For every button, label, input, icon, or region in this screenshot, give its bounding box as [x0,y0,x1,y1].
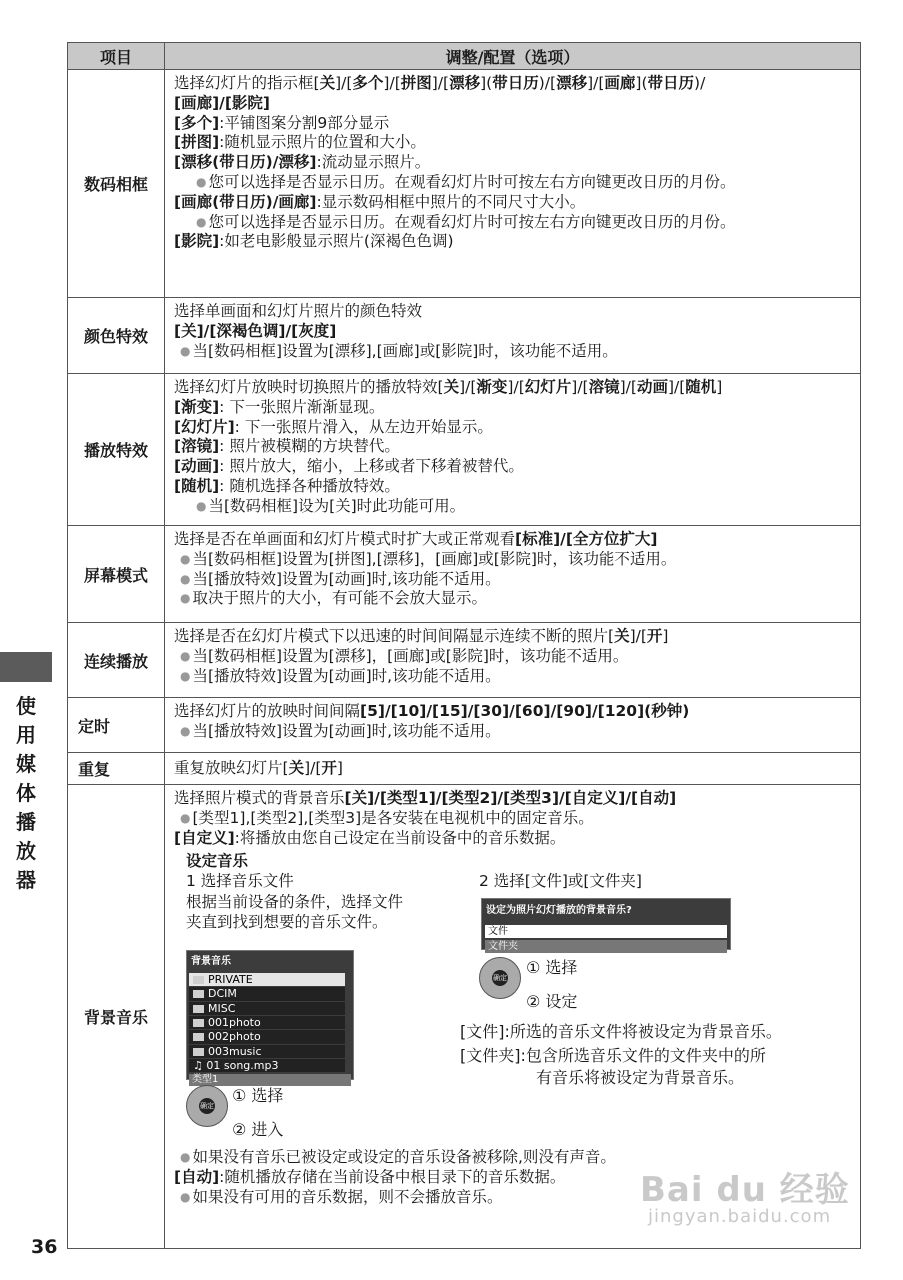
watermark-url: jingyan.baidu.com [648,1206,832,1227]
header-item: 项目 [68,43,165,70]
step1-title: 1 选择音乐文件 [186,872,294,891]
dialog-title: 设定为照片幻灯播放的背景音乐? [486,905,632,917]
row-name: 播放特效 [68,374,165,526]
row-desc: 选择是否在幻灯片模式下以迅速的时间间隔显示连续不断的照片[关]/[开] ● 当[数码相框]设置为[漂移]，[画廊]或[影院]时，该功能不适用。 ● 当[播放特效]设置为[动画]时,该功能不适用。 [165,623,861,698]
folder-note-cont: 有音乐将被设定为背景音乐。 [536,1068,745,1088]
side-label-char: 使 [16,694,36,718]
side-label-char: 播 [16,810,36,834]
browser-item-label: ♫ 01 song.mp3 [193,1058,279,1072]
step2-title: 2 选择[文件]或[文件夹] [479,872,642,891]
row-desc: 选择是否在单画面和幻灯片模式时扩大或正常观看[标准]/[全方位扩大] ● 当[数码相框]设置为[拼图],[漂移]，[画廊]或[影院]时，该功能不适用。 ● 当[播放特效]设置为[动画]时,该功能不适用。 ● 取决于照片的大小，有可能不会放大显示。 [165,526,861,623]
side-label-char: 媒 [16,752,36,776]
row-desc: 选择幻灯片的放映时间间隔[5]/[10]/[15]/[30]/[60]/[90]/[120](秒钟) ● 当[播放特效]设置为[动画]时,该功能不适用。 [165,698,861,753]
setup-title: 设定音乐 [186,852,249,871]
row-desc: 选择幻灯片放映时切换照片的播放特效[关]/[渐变]/[幻灯片]/[溶镜]/[动画]/[随机] [渐变]: 下一张照片渐渐显现。 [幻灯片]: 下一张照片滑入，从左边开始显示。 [溶镜]: 照片被模糊的方块替代。 [动画]: 照片放大，缩小，上移或者下移着被替代。 [随机]: 随机选择各种播放特效。 ● 当[数码相框]设为[关]时此功能可用。 [165,374,861,526]
row-repeat [68,753,861,785]
row-name: 颜色特效 [68,298,165,374]
ok-pad-icon: 确定 [186,1085,228,1127]
browser-list [187,973,353,1072]
browser-item[interactable] [189,973,345,986]
browser-item-label: DCIM [208,987,237,1001]
bullet-icon: ● [180,648,191,663]
note-no-sound: ● 如果没有音乐已被设定或设定的音乐设备被移除,则没有声音。 [180,1148,616,1167]
row-desc: 重复放映幻灯片[关]/[开] [165,753,861,785]
row-name: 重复 [68,753,165,785]
browser-item-label: 001photo [208,1016,261,1030]
browser-item[interactable] [189,987,345,1000]
header-options: 调整/配置（选项） [165,43,861,70]
row-interval [68,698,861,753]
browser-item[interactable] [189,1016,345,1029]
folder-icon [193,1033,204,1041]
browser-item-label: 003music [208,1044,262,1058]
folder-note: [文件夹]:包含所选音乐文件的文件夹中的所 [460,1046,766,1066]
bullet-icon: ● [180,343,191,358]
note-auto: [自动]:随机播放存储在当前设备中根目录下的音乐数据。 [174,1168,566,1187]
bullet-icon: ● [180,1150,191,1165]
browser-item[interactable] [189,1045,345,1058]
side-label-char: 放 [16,839,36,863]
browser-item[interactable] [189,1059,345,1072]
side-label-char: 用 [16,723,36,747]
settings-table [67,42,861,1249]
ok-pad-icon: 确定 [479,957,521,999]
side-label-char: 器 [16,868,36,892]
row-name: 背景音乐 [68,785,165,1249]
folder-icon [193,1048,204,1056]
watermark-logo: Bai du 经验 [640,1170,850,1210]
browser-item[interactable] [189,1030,345,1043]
bgm-dialog [481,898,731,953]
browser-item[interactable] [189,1002,345,1015]
step1-desc: 根据当前设备的条件，选择文件 [186,893,404,912]
browser-title: 背景音乐 [191,956,231,968]
browser-item-label: MISC [208,1001,236,1015]
bullet-icon: ● [180,723,191,738]
side-tab-marker [0,652,52,682]
row-desc: 选择单画面和幻灯片照片的颜色特效 [关]/[深褐色调]/[灰度] ● 当[数码相框]设置为[漂移],[画廊]或[影院]时，该功能不适用。 [165,298,861,374]
music-browser [186,950,354,1086]
set-label: ② 设定 [526,992,578,1012]
browser-item-label: PRIVATE [208,973,253,987]
bullet-icon: ● [180,571,191,586]
side-label-char: 体 [16,781,36,805]
step1-desc: 夹直到找到想要的音乐文件。 [186,913,388,932]
row-photo-frame [68,70,861,298]
folder-icon [193,990,204,998]
row-desc: 选择幻灯片的指示框[关]/[多个]/[拼图]/[漂移](带日历)/[漂移]/[画廊](带日历)/ [画廊]/[影院] [多个]:平铺图案分割9部分显示 [拼图]:随机显示照片的位置和大小。 [漂移(带日历)/漂移]:流动显示照片。 ● 您可以选择是否显示日历。在观看幻灯片时可按左右方向键更改日历的月份。 [画廊(带日历)/画廊]:显示数码相框中照片的不同尺寸大小。 ● 您可以选择是否显示日历。在观看幻灯片时可按左右方向键更改日历的月份。 [影院]:如老电影般显示照片(深褐色色调) [165,70,861,298]
row-name: 连续播放 [68,623,165,698]
browser-item-label: 002photo [208,1030,261,1044]
bullet-icon: ● [180,1190,191,1205]
folder-icon [193,1005,204,1013]
bullet-icon: ● [196,174,207,189]
bullet-icon: ● [180,810,191,825]
browser-footer: 类型1 [189,1074,351,1086]
row-burst [68,623,861,698]
file-note: [文件]:所选的音乐文件将被设定为背景音乐。 [460,1022,782,1042]
dialog-option-folder[interactable]: 文件夹 [485,940,727,953]
bullet-icon: ● [180,591,191,606]
note-no-data: ● 如果没有可用的音乐数据，则不会播放音乐。 [180,1188,503,1207]
table-header [68,43,861,70]
bullet-icon: ● [180,551,191,566]
select-label: ① 选择 [232,1086,284,1106]
row-name: 定时 [68,698,165,753]
bullet-icon: ● [196,498,207,513]
page-number: 36 [31,1236,58,1258]
folder-icon [193,976,204,984]
select-label: ① 选择 [526,958,578,978]
row-color-effect [68,298,861,374]
enter-label: ② 进入 [232,1120,284,1140]
bullet-icon: ● [196,214,207,229]
row-name: 数码相框 [68,70,165,298]
folder-icon [193,1019,204,1027]
dialog-option-file[interactable]: 文件 [485,925,727,938]
row-name: 屏幕模式 [68,526,165,623]
side-section-label [15,692,37,895]
row-transition [68,374,861,526]
row-screen-mode [68,526,861,623]
row-desc: 选择照片模式的背景音乐[关]/[类型1]/[类型2]/[类型3]/[自定义]/[自动] ● [类型1],[类型2],[类型3]是各安装在电视机中的固定音乐。 [自定义]:将播放由您自己设定在当前设备中的音乐数据。 设定音乐 1 选择音乐文件 根据当前设备的条件，选择文件 夹直到找到想要的音乐文件。 2 选择[文件]或[文件夹] 设定为照片幻灯播放的背景音乐? 文件 文件夹 确定 ① 选择 ② 设定 [文件]:所选的音乐文件将被设定为背景音乐。 [文件夹]:包含所选音乐文件的文件夹中的所 有音乐将被设定为背景音乐。 背景音乐 PRIVATE DCIM MISC 001photo 002photo 003music ♫ 01 song.mp3 类型1 确定 ① 选择 ② 进入 ● 如果没有音乐已被设定或设定的音乐设备被移除,则没有声音。 [自动]:随机播放存储在当前设备中根目录下的音乐数据。 ● 如果没有可用的音乐数据，则不会播放音乐。 [165,785,861,1249]
bullet-icon: ● [180,668,191,683]
